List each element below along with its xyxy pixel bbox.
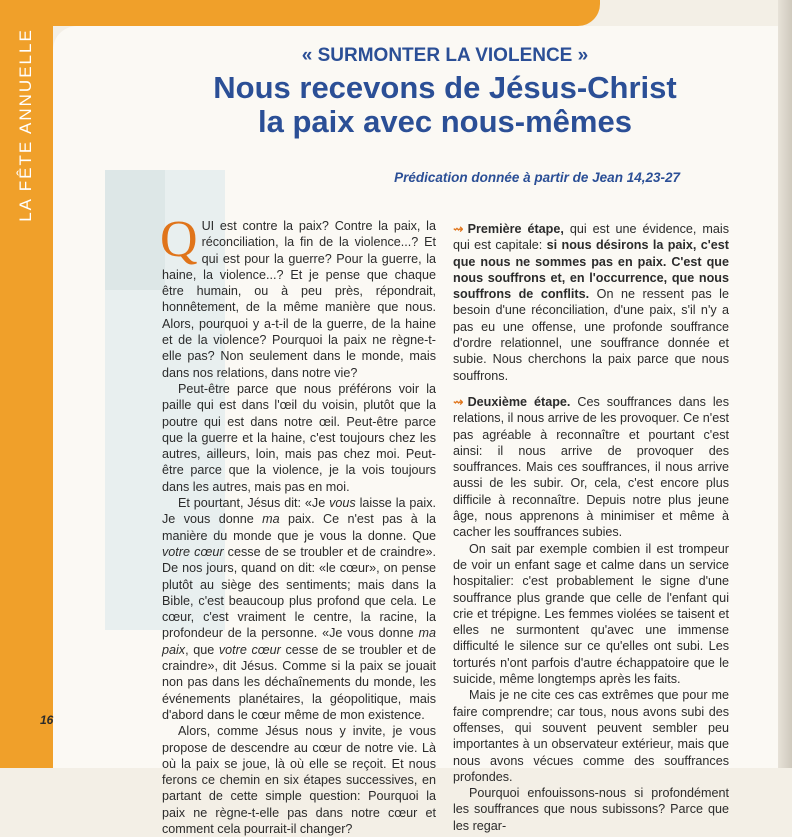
title-line-1: Nous recevons de Jésus-Christ [213,70,677,105]
paragraph-1-text: UI est contre la paix? Contre la paix, la réconciliation, la fin de la violence...? Et qui est pour la guerre? Pour la guerre, la haine, la violence...? Et je pense que chaque être humain, ou à peu près, répondrait, honnêtement, de la même manière que nous. Alors, pourquoi y a-t-il de la guerre, de la haine et de la violence? Pourquoi la paix ne règne-t-elle pas? Non seulement dans le monde, mais dans nos relations, dans notre vie? [162,219,436,380]
step-1-paragraph: ⇝ Première étape, qui est une évidence, mais qui est capitale: si nous désirons la paix, c'est que nous ne sommes pas en paix. C'est que nous souffrons et, en l'occurrence, que nous souffrons de conflits. On ne ressent pas le besoin d'une réconciliation, d'une paix, s'il n'y a pas eu une offense, une profonde souffrance d'ordre relationnel, une souffrance donnée et subie. Nous cherchons la paix parce que nous souffrons. [453,222,729,383]
section-label: LA FÊTE ANNUELLE [16,28,35,222]
arrow-icon: ⇝ [453,394,464,409]
step-1-title: Première étape, [467,222,564,236]
page-number: 16 [40,713,54,727]
title-line-2: la paix avec nous-mêmes [258,104,632,139]
article-kicker: « SURMONTER LA VIOLENCE » [301,45,589,66]
paragraph-question: Pourquoi enfouissons-nous si profondément les souffrances que nous subissons? Parce que les regar- [453,786,729,833]
paragraph-4: Alors, comme Jésus nous y invite, je vous propose de descendre au cœur de notre vie. Là où la paix se joue, là où elle se reçoit. Et nous ferons ce chemin en six étapes successives, en partant de cette simple question: Pourquoi la paix ne règne-t-elle pas dans notre cœur et comment cela pourrait-il changer? [162,724,436,836]
right-column [453,218,729,834]
paragraph-examples: On sait par exemple combien il est trompeur de voir un enfant sage et calme dans un service hospitalier: c'est probablement le signe d'une souffrance plus grande que celle de l'enfant qui crie et trépigne. Les femmes violées se taisent et elles ne surmontent qu'avec une immense difficulté le silence sur ce qu'elles ont subi. Les torturés n'ont parfois d'autre échappatoire que le suicide, même longtemps après les faits. [453,541,729,687]
drop-cap: Q [160,211,198,268]
step-2-paragraph: ⇝ Deuxième étape. Ces souffrances dans les relations, il nous arrive de les provoquer. Ce n'est pas agréable à reconnaître et pourtant c'est ainsi: il nous arrive de provoquer des souffrances. Mais ces souffrances, il nous arrive aussi de les subir. Or, cela, c'est encore plus difficile à reconnaître. Depuis notre plus jeune âge, nous apprenons à minimiser et même à cacher les souffrances subies. [453,394,729,540]
orange-top-band [0,0,600,26]
paragraph-1 [160,211,436,381]
article-subtitle: Prédication donnée à partir de Jean 14,23-27 [394,170,680,185]
arrow-icon: ⇝ [453,222,464,236]
paragraph-3: Et pourtant, Jésus dit: «Je vous laisse la paix. Je vous donne ma paix. Ce n'est pas à la manière du monde que je vous la donne. Que votre cœur cesse de se troubler et de craindre». De nos jours, quand on dit: «le cœur», on pense plutôt au siège des sentiments; mais dans la Bible, c'est beaucoup plus profond que cela. Le cœur, c'est vraiment le centre, la racine, la profondeur de la personne. «Je vous donne ma paix, que votre cœur cesse de se troubler et de craindre», dit Jésus. Comme si la paix se jouait non pas dans les déchaînements du monde, les événements planétaires, la géopolitique, mais d'abord dans le cœur même de mon existence. [162,496,436,722]
left-column [160,211,436,837]
paragraph-extremes: Mais je ne cite ces cas extrêmes que pour me faire comprendre; car tous, nous avons subi des offenses, qui souvent peuvent sembler peu importantes à un observateur extérieur, mais que nous avons vécues comme des souffrances profondes. [453,688,729,784]
paragraph-2: Peut-être parce que nous préférons voir la paille qui est dans l'œil du voisin, plutôt que la poutre qui est dans notre œil. Peut-être parce que la guerre et la haine, c'est toujours chez les autres, ailleurs, loin, mais pas chez moi. Peut-être parce que la violence, je la vois toujours dans les autres, mais pas en moi. [162,381,436,494]
article-title [205,71,685,139]
step-2-title: Deuxième étape. [467,394,571,409]
background-panel-accent [105,170,165,290]
page-gutter-shadow [778,0,792,768]
